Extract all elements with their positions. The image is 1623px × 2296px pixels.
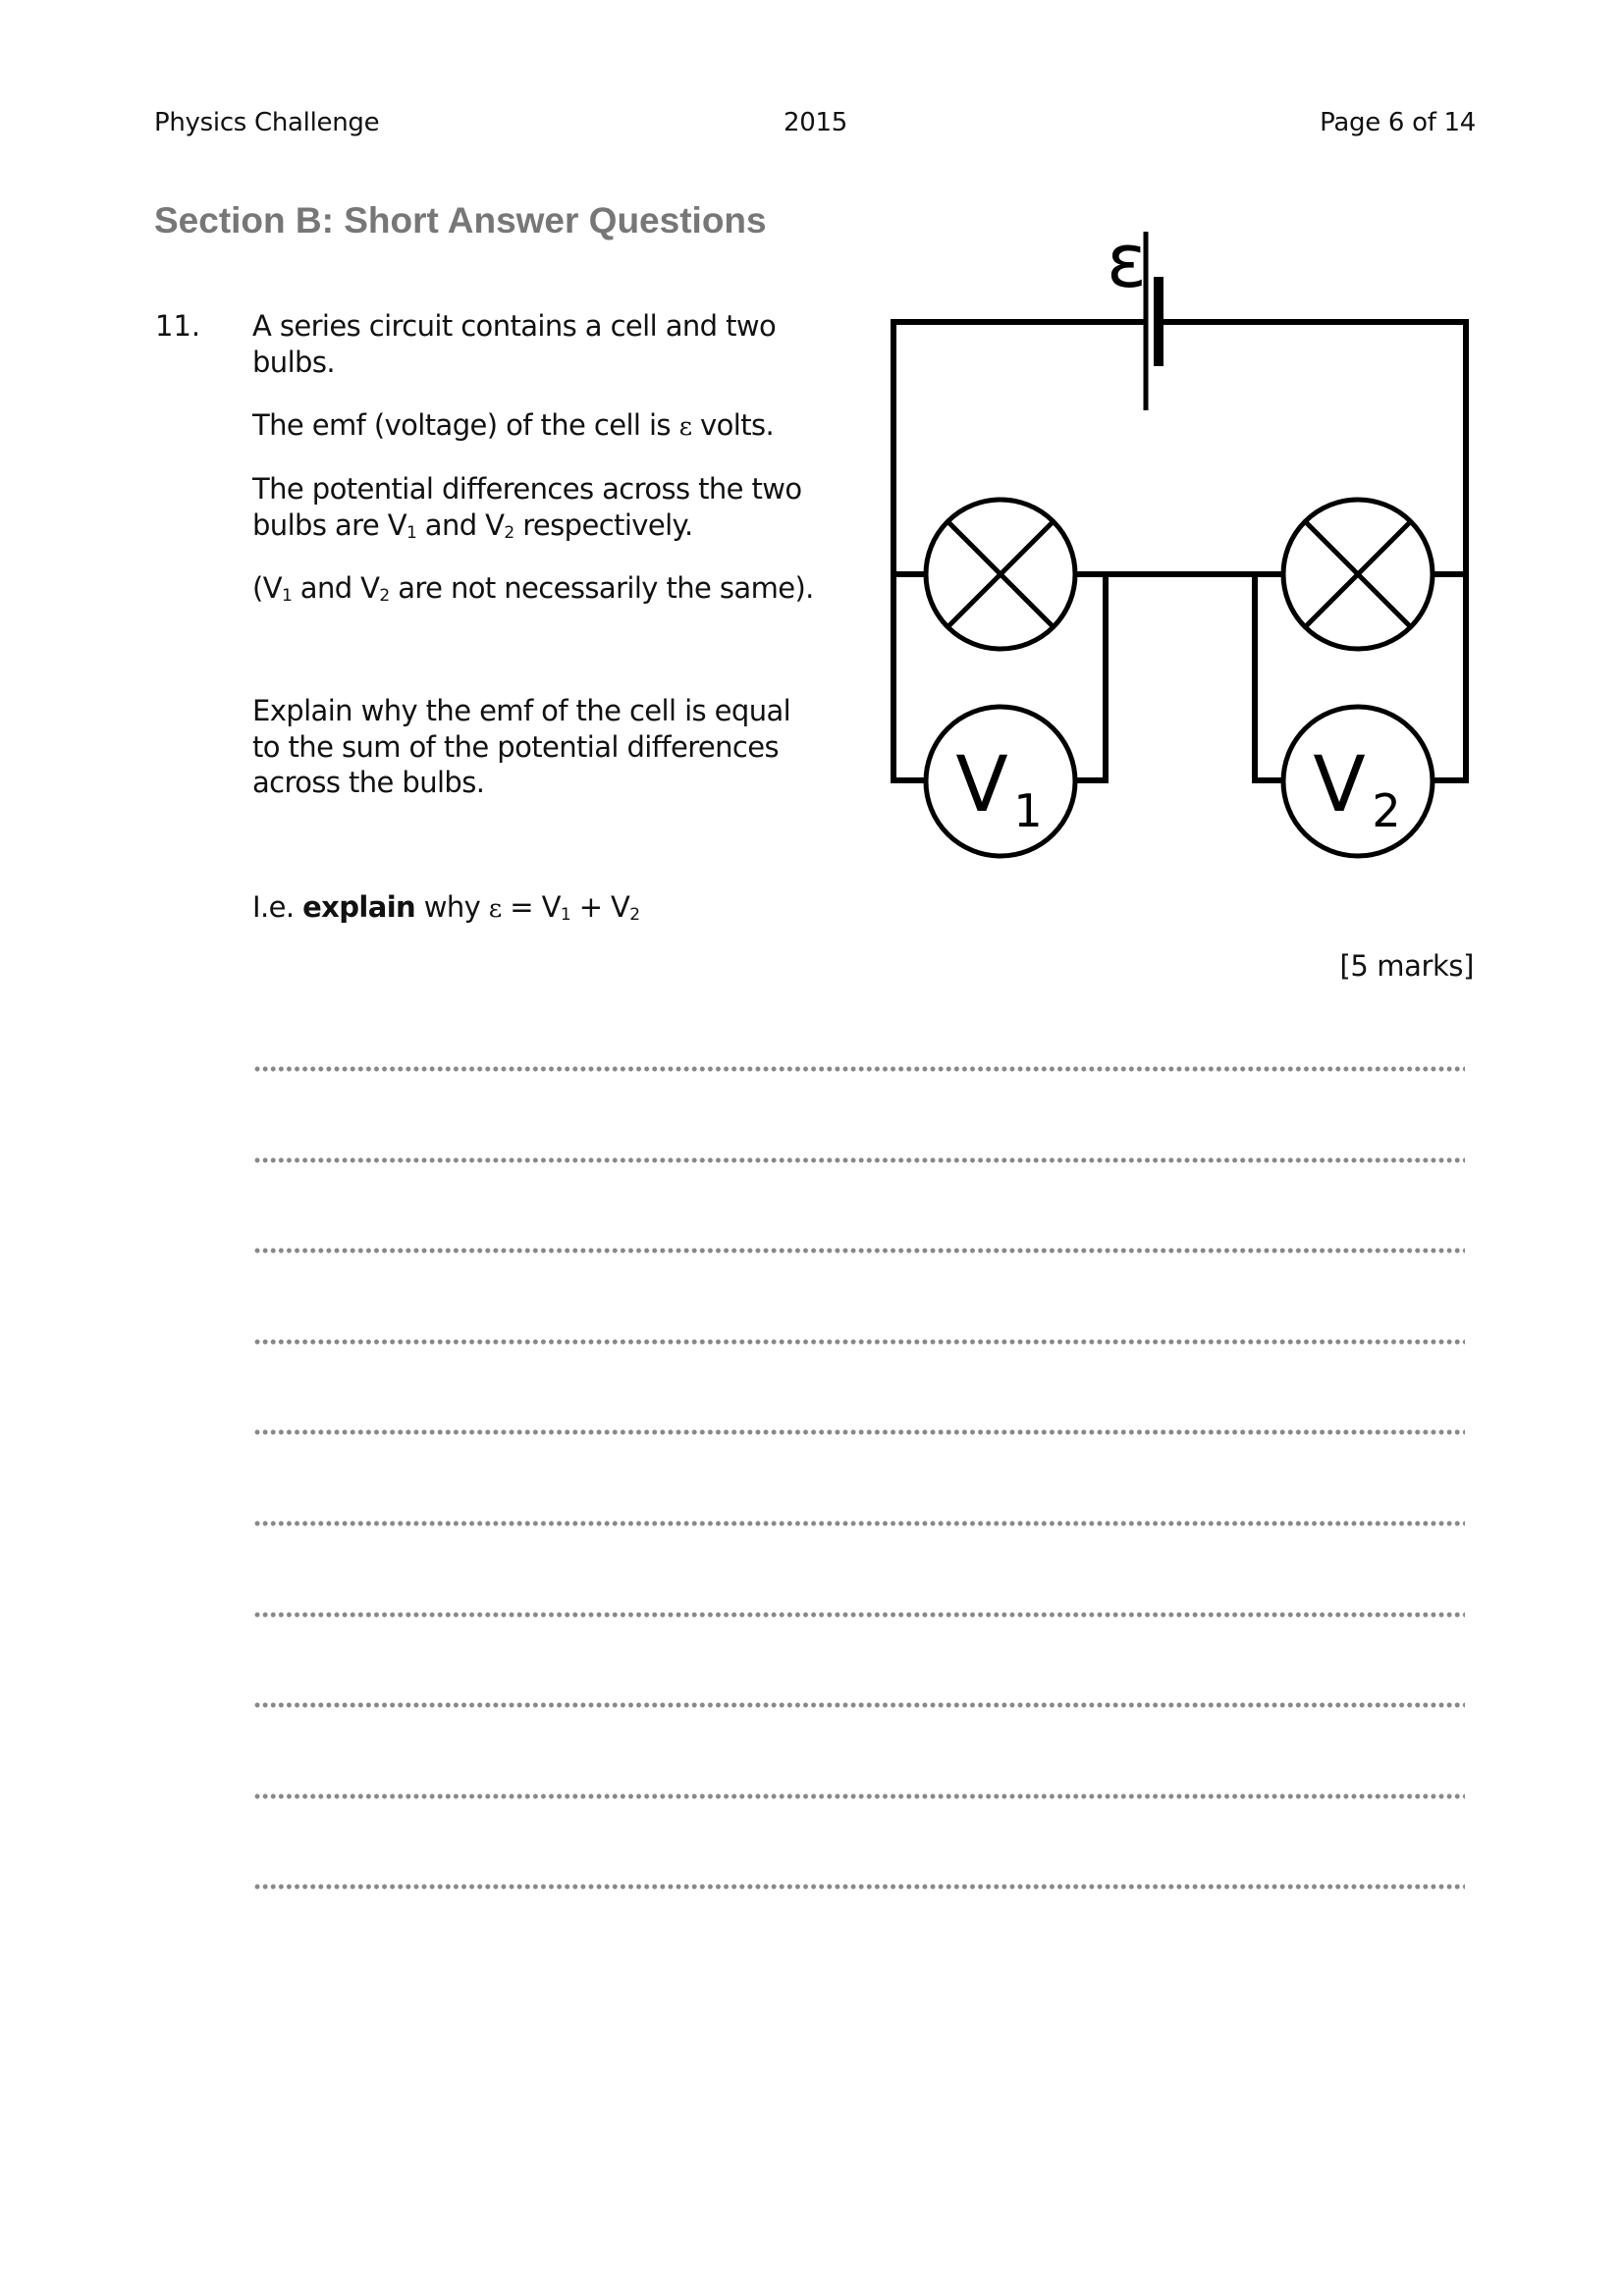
question-number: 11. (155, 309, 201, 343)
circuit-diagram (0, 0, 1623, 982)
answer-line[interactable] (253, 1066, 1465, 1157)
text: volts. (691, 408, 775, 442)
voltmeter-2-label: V (1313, 741, 1366, 829)
dotted-rule (253, 1429, 1465, 1435)
text: why (415, 890, 489, 924)
answer-line[interactable] (253, 1793, 1465, 1885)
header-title: Physics Challenge (154, 108, 380, 137)
emphasis: explain (302, 890, 416, 924)
text: = V (501, 890, 561, 924)
voltmeter-1 (926, 707, 1075, 856)
text: respectively. (514, 508, 693, 542)
answer-line[interactable] (253, 1248, 1465, 1339)
answer-line[interactable] (253, 1884, 1465, 1975)
text: bulbs are V (252, 508, 406, 542)
dotted-rule (253, 1521, 1465, 1526)
header-year: 2015 (784, 108, 847, 137)
subscript: 1 (406, 523, 417, 543)
cell-negative-plate (1154, 277, 1163, 366)
answer-line[interactable] (253, 1157, 1465, 1249)
text: and V (416, 508, 505, 542)
answer-line[interactable] (253, 1702, 1465, 1793)
text: are not necessarily the same). (389, 571, 814, 605)
dotted-rule (253, 1793, 1465, 1799)
dotted-rule (253, 1884, 1465, 1890)
text: and V (292, 571, 380, 605)
answer-line[interactable] (253, 1429, 1465, 1521)
dotted-rule (253, 1612, 1465, 1618)
answer-line[interactable] (253, 1521, 1465, 1612)
epsilon-symbol: ε (488, 894, 502, 924)
question-text-line: across the bulbs. (252, 766, 485, 799)
text: (V (252, 571, 282, 605)
section-title: Section B: Short Answer Questions (154, 200, 767, 240)
dotted-rule (253, 1066, 1465, 1072)
subscript: 2 (379, 586, 390, 606)
question-text-line: A series circuit contains a cell and two (252, 309, 777, 343)
cell-emf-label: ε (1106, 217, 1147, 304)
epsilon-symbol: ε (678, 412, 692, 442)
subscript: 2 (629, 905, 640, 925)
question-text-line: Explain why the emf of the cell is equal (252, 694, 791, 727)
answer-line[interactable] (253, 1339, 1465, 1430)
dotted-rule (253, 1248, 1465, 1254)
dotted-rule (253, 1339, 1465, 1345)
dotted-rule (253, 1157, 1465, 1163)
dotted-rule (253, 1702, 1465, 1708)
text: The emf (voltage) of the cell is (252, 408, 679, 442)
answer-line[interactable] (253, 1612, 1465, 1703)
voltmeter-1-label: V (955, 741, 1008, 829)
subscript: 1 (281, 586, 293, 606)
question-text-line: to the sum of the potential differences (252, 730, 780, 764)
question-text-line: The potential differences across the two (252, 472, 802, 506)
page-number: Page 6 of 14 (1320, 108, 1476, 137)
bulb-2 (1283, 500, 1433, 649)
text: + V (570, 890, 630, 924)
subscript: 2 (504, 523, 514, 543)
marks-label: [5 marks] (1339, 949, 1474, 983)
voltmeter-2-subscript: 2 (1372, 784, 1401, 837)
voltmeter-1-subscript: 1 (1013, 784, 1043, 837)
subscript: 1 (560, 905, 571, 925)
voltmeter-2 (1283, 707, 1433, 856)
text: I.e. (252, 890, 303, 924)
answer-lines[interactable] (253, 1066, 1465, 1975)
question-text-line: bulbs. (252, 346, 335, 379)
bulb-1 (926, 500, 1075, 649)
